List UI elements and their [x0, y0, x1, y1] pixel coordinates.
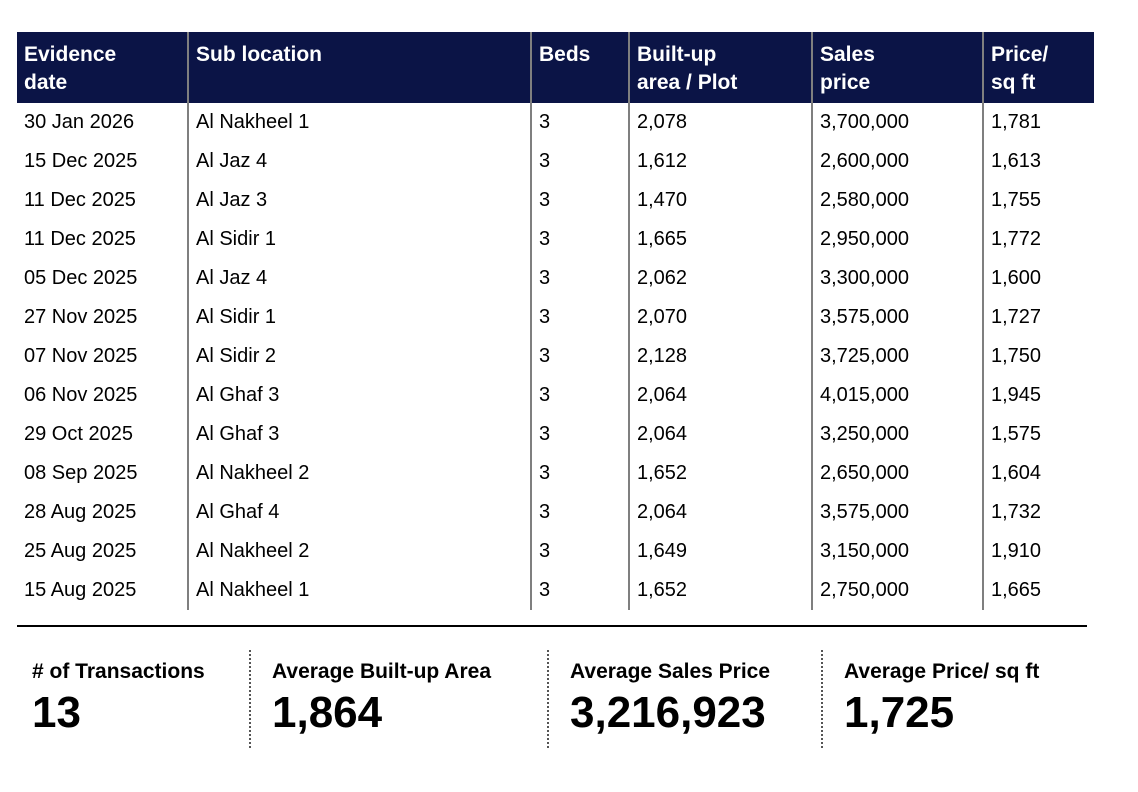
cell-evidence-date: 05 Dec 2025: [24, 267, 138, 289]
cell-built-up-area: 1,652: [629, 454, 812, 493]
cell-price-per-sqft: 1,665: [983, 571, 1094, 610]
cell-built-up-area: 2,078: [629, 103, 812, 142]
cell-sales-price: 3,725,000: [812, 337, 983, 376]
stat-average-price-per-sqft-value: 1,725: [844, 688, 955, 737]
cell-sub-location: Al Jaz 4: [188, 259, 531, 298]
cell-evidence-date: 06 Nov 2025: [24, 384, 138, 406]
stat-average-area-label: Average Built-up Area: [272, 660, 491, 683]
cell-evidence-date: 29 Oct 2025: [24, 423, 133, 445]
table-row: [17, 259, 1094, 298]
cell-sub-location: Al Jaz 3: [188, 181, 531, 220]
summary-stats: [17, 650, 1094, 748]
cell-evidence-date: 08 Sep 2025: [24, 462, 138, 484]
cell-price-per-sqft: 1,750: [983, 337, 1094, 376]
table-row: [17, 415, 1094, 454]
cell-built-up-area: 2,062: [629, 259, 812, 298]
table-row: [17, 493, 1094, 532]
cell-beds: 3: [531, 454, 629, 493]
cell-beds: 3: [531, 571, 629, 610]
cell-evidence-date: 15 Dec 2025: [24, 150, 138, 172]
cell-price-per-sqft: 1,604: [983, 454, 1094, 493]
stat-average-area-value: 1,864: [272, 688, 383, 737]
cell-sales-price: 3,575,000: [812, 493, 983, 532]
cell-built-up-area: 1,652: [629, 571, 812, 610]
cell-price-per-sqft: 1,613: [983, 142, 1094, 181]
cell-sales-price: 3,150,000: [812, 532, 983, 571]
cell-sub-location: Al Ghaf 3: [188, 376, 531, 415]
header-built-up-area: Built-up area / Plot: [629, 32, 812, 103]
cell-price-per-sqft: 1,575: [983, 415, 1094, 454]
cell-evidence-date: 11 Dec 2025: [24, 189, 136, 211]
header-sales-price: Sales price: [812, 32, 983, 103]
cell-price-per-sqft: 1,945: [983, 376, 1094, 415]
table-row: [17, 142, 1094, 181]
cell-sub-location: Al Nakheel 2: [188, 532, 531, 571]
transactions-table-container: [17, 32, 1094, 610]
cell-evidence-date: 30 Jan 2026: [24, 111, 135, 133]
cell-evidence-date: 11 Dec 2025: [24, 228, 136, 250]
header-price-per-sqft: Price/ sq ft: [983, 32, 1094, 103]
cell-sub-location: Al Jaz 4: [188, 142, 531, 181]
table-row: [17, 337, 1094, 376]
stat-average-sales-price-label: Average Sales Price: [570, 660, 771, 683]
cell-sales-price: 3,575,000: [812, 298, 983, 337]
cell-sales-price: 2,600,000: [812, 142, 983, 181]
cell-beds: 3: [531, 181, 629, 220]
cell-evidence-date: 07 Nov 2025: [24, 345, 138, 367]
stat-average-price-per-sqft-label: Average Price/ sq ft: [844, 660, 1040, 683]
cell-beds: 3: [531, 298, 629, 337]
cell-price-per-sqft: 1,781: [983, 103, 1094, 142]
cell-sales-price: 2,750,000: [812, 571, 983, 610]
cell-sub-location: Al Nakheel 1: [188, 571, 531, 610]
stat-average-sales-price: [547, 650, 770, 748]
cell-price-per-sqft: 1,755: [983, 181, 1094, 220]
cell-sub-location: Al Sidir 2: [188, 337, 531, 376]
cell-sub-location: Al Ghaf 3: [188, 415, 531, 454]
cell-sales-price: 2,580,000: [812, 181, 983, 220]
cell-beds: 3: [531, 142, 629, 181]
table-row: [17, 376, 1094, 415]
cell-price-per-sqft: 1,600: [983, 259, 1094, 298]
cell-sub-location: Al Nakheel 2: [188, 454, 531, 493]
cell-beds: 3: [531, 493, 629, 532]
cell-built-up-area: 1,665: [629, 220, 812, 259]
stat-average-sales-price-value: 3,216,923: [570, 688, 766, 737]
cell-evidence-date: 25 Aug 2025: [24, 540, 137, 562]
header-beds: Beds: [531, 32, 629, 103]
cell-price-per-sqft: 1,910: [983, 532, 1094, 571]
table-row: [17, 103, 1094, 142]
header-evidence-date: Evidence date: [17, 32, 188, 103]
table-row: [17, 181, 1094, 220]
cell-sales-price: 4,015,000: [812, 376, 983, 415]
cell-built-up-area: 1,612: [629, 142, 812, 181]
cell-sub-location: Al Sidir 1: [188, 220, 531, 259]
cell-beds: 3: [531, 376, 629, 415]
cell-sales-price: 2,650,000: [812, 454, 983, 493]
table-row: [17, 454, 1094, 493]
stat-transactions-label: # of Transactions: [32, 660, 205, 683]
cell-price-per-sqft: 1,732: [983, 493, 1094, 532]
cell-sales-price: 2,950,000: [812, 220, 983, 259]
table-row: [17, 220, 1094, 259]
cell-built-up-area: 2,070: [629, 298, 812, 337]
cell-sales-price: 3,300,000: [812, 259, 983, 298]
cell-beds: 3: [531, 532, 629, 571]
cell-built-up-area: 1,470: [629, 181, 812, 220]
stat-transactions-value: 13: [32, 688, 81, 737]
cell-sub-location: Al Sidir 1: [188, 298, 531, 337]
cell-built-up-area: 1,649: [629, 532, 812, 571]
cell-sub-location: Al Ghaf 4: [188, 493, 531, 532]
cell-sales-price: 3,250,000: [812, 415, 983, 454]
transactions-table: [17, 32, 1094, 610]
cell-price-per-sqft: 1,727: [983, 298, 1094, 337]
cell-sub-location: Al Nakheel 1: [188, 103, 531, 142]
table-row: [17, 298, 1094, 337]
table-row: [17, 532, 1094, 571]
table-body: [17, 103, 1094, 610]
table-row: [17, 571, 1094, 610]
cell-evidence-date: 28 Aug 2025: [24, 501, 137, 523]
cell-evidence-date: 27 Nov 2025: [24, 306, 138, 328]
stat-average-area: [249, 650, 491, 748]
cell-beds: 3: [531, 220, 629, 259]
cell-beds: 3: [531, 337, 629, 376]
stat-transactions: [32, 650, 205, 748]
header-sub-location: Sub location: [188, 32, 531, 103]
cell-beds: 3: [531, 103, 629, 142]
cell-built-up-area: 2,064: [629, 493, 812, 532]
cell-sales-price: 3,700,000: [812, 103, 983, 142]
summary-divider: [17, 625, 1087, 627]
cell-built-up-area: 2,064: [629, 415, 812, 454]
cell-built-up-area: 2,128: [629, 337, 812, 376]
table-header-row: [17, 32, 1094, 103]
stat-average-price-per-sqft: [821, 650, 1039, 748]
cell-beds: 3: [531, 415, 629, 454]
cell-beds: 3: [531, 259, 629, 298]
cell-built-up-area: 2,064: [629, 376, 812, 415]
cell-price-per-sqft: 1,772: [983, 220, 1094, 259]
cell-evidence-date: 15 Aug 2025: [24, 579, 137, 601]
